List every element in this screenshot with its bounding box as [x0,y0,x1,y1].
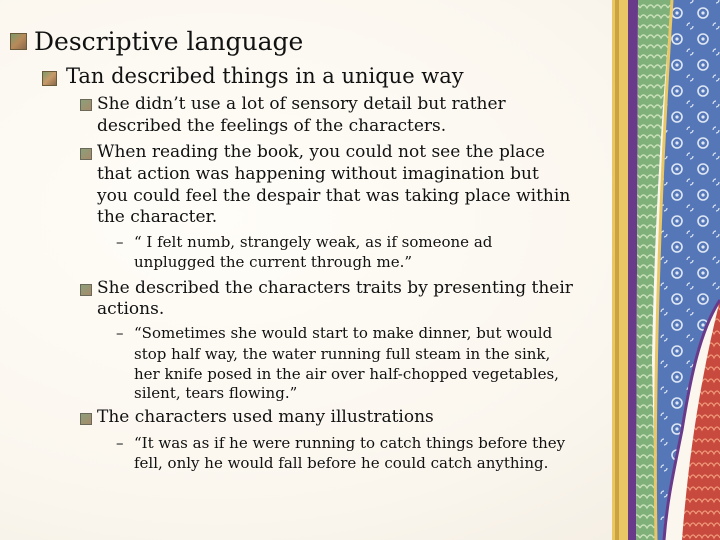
heading-bullet-icon [10,33,27,50]
slide-heading: Descriptive language [34,27,304,56]
quote-dash: – [116,434,124,452]
quote-1-line-1: “ I felt numb, strangely weak, as if someone ad [134,233,493,251]
quote-3-line-2: fell, only he would fall before he could catch anything. [134,454,549,472]
point-1-line-2: described the feelings of the characters. [97,116,447,136]
quote-2-line-2: stop half way, the water running full steam in the sink, [134,345,551,363]
subheading-bullet-icon [42,71,57,86]
quote-2-line-1: “Sometimes she would start to make dinner, but would [134,324,553,342]
point-bullet-icon [80,99,92,111]
point-bullet-icon [80,413,92,425]
quote-dash: – [116,324,124,342]
point-2-line-4: the character. [97,207,218,227]
point-3-line-1: She described the characters traits by presenting their [97,278,573,298]
decorative-side-artwork [612,0,720,540]
point-1-line-1: She didn’t use a lot of sensory detail but rather [97,94,506,114]
slide-subheading: Tan described things in a unique way [66,64,464,88]
quote-2-line-3: her knife posed in the air over half-chopped vegetables, [134,365,559,383]
quote-3-line-1: “It was as if he were running to catch things before they [134,434,566,452]
point-2-line-3: you could feel the despair that was taking place within [97,186,571,206]
point-4-line-1: The characters used many illustrations [97,407,434,427]
point-2-line-2: that action was happening without imagination but [97,164,539,184]
quote-2-line-4: silent, tears flowing.” [134,384,298,402]
quote-dash: – [116,233,124,251]
point-bullet-icon [80,284,92,296]
point-3-line-2: actions. [97,299,165,319]
quote-1-line-2: unplugged the current through me.” [134,253,413,271]
point-bullet-icon [80,148,92,160]
point-2-line-1: When reading the book, you could not see the place [97,142,545,162]
